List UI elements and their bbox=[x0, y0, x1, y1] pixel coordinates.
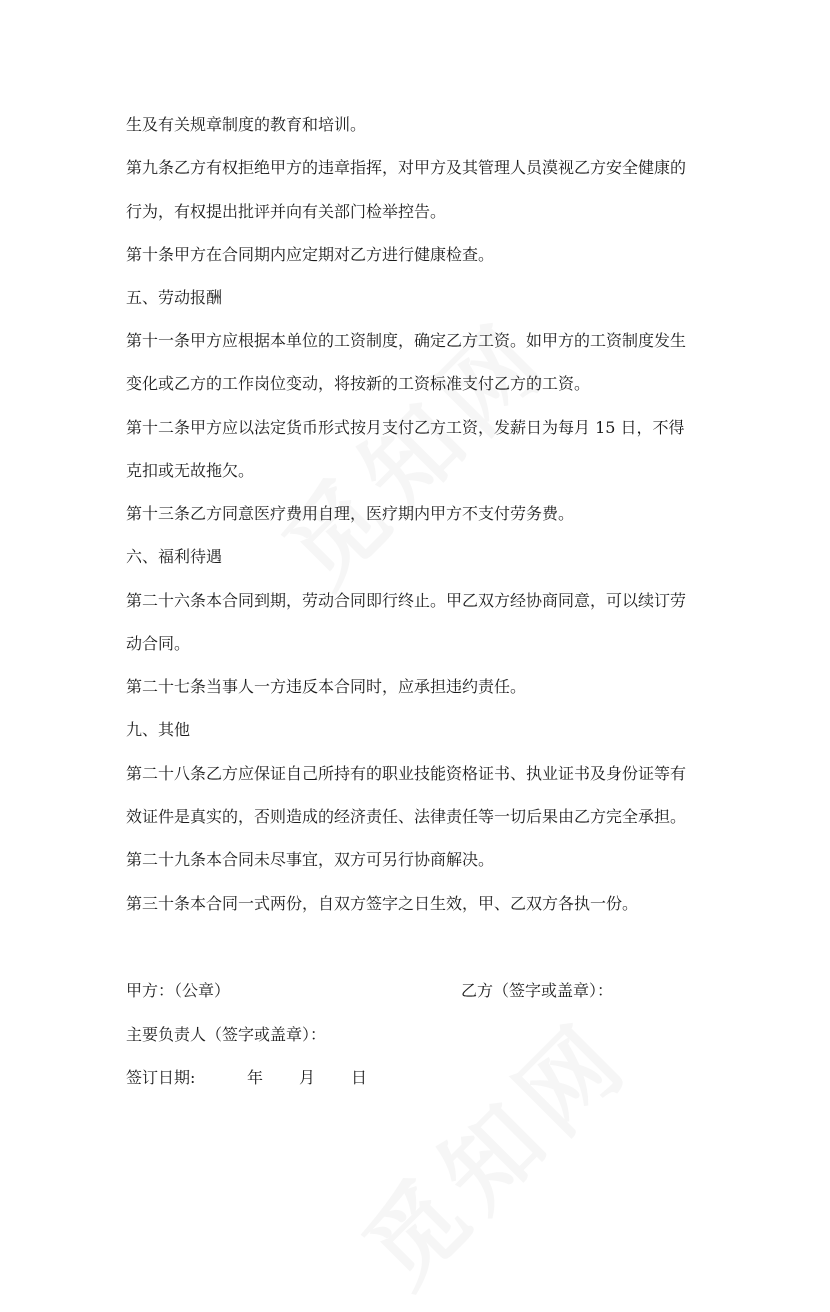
paragraph-line: 第十三条乙方同意医疗费用自理，医疗期内甲方不支付劳务费。 bbox=[126, 504, 575, 523]
paragraph-line: 第十一条甲方应根据本单位的工资制度，确定乙方工资。如甲方的工资制度发生 bbox=[126, 331, 687, 350]
section-heading: 九、其他 bbox=[126, 720, 191, 739]
section-heading: 五、劳动报酬 bbox=[126, 288, 223, 307]
watermark bbox=[329, 986, 655, 1312]
paragraph-line: 第十二条甲方应以法定货币形式按月支付乙方工资，发薪日为每月 15 日，不得 bbox=[126, 418, 685, 437]
paragraph-line: 第三十条本合同一式两份，自双方签字之日生效，甲、乙双方各执一份。 bbox=[126, 894, 639, 913]
paragraph-line: 第九条乙方有权拒绝甲方的违章指挥，对甲方及其管理人员漠视乙方安全健康的 bbox=[126, 158, 687, 177]
paragraph-line: 生及有关规章制度的教育和培训。 bbox=[126, 115, 367, 134]
date-day: 日 bbox=[351, 1068, 368, 1087]
paragraph-line: 第二十九条本合同未尽事宜，双方可另行协商解决。 bbox=[126, 850, 495, 869]
principal-signature: 主要负责人（签字或盖章）： bbox=[126, 1025, 327, 1044]
signing-date bbox=[126, 1068, 367, 1088]
paragraph-line: 行为，有权提出批评并向有关部门检举控告。 bbox=[126, 202, 447, 221]
date-label: 签订日期: bbox=[126, 1068, 196, 1087]
date-month: 月 bbox=[299, 1068, 316, 1087]
paragraph-line: 效证件是真实的，否则造成的经济责任、法律责任等一切后果由乙方完全承担。 bbox=[126, 807, 687, 826]
paragraph-line: 克扣或无故拖欠。 bbox=[126, 461, 255, 480]
date-year: 年 bbox=[247, 1068, 264, 1087]
paragraph-line: 第二十六条本合同到期，劳动合同即行终止。甲乙双方经协商同意，可以续订劳 bbox=[126, 591, 687, 610]
paragraph-line: 第十条甲方在合同期内应定期对乙方进行健康检查。 bbox=[126, 245, 495, 264]
party-b-signature: 乙方（签字或盖章）： bbox=[461, 981, 614, 1000]
section-heading: 六、福利待遇 bbox=[126, 547, 223, 566]
paragraph-line: 变化或乙方的工作岗位变动，将按新的工资标准支付乙方的工资。 bbox=[126, 374, 591, 393]
party-a-signature: 甲方：（公章） bbox=[126, 981, 231, 1000]
paragraph-line: 第二十八条乙方应保证自己所持有的职业技能资格证书、执业证书及身份证等有 bbox=[126, 764, 687, 783]
paragraph-line: 第二十七条当事人一方违反本合同时，应承担违约责任。 bbox=[126, 677, 527, 696]
paragraph-line: 动合同。 bbox=[126, 634, 191, 653]
